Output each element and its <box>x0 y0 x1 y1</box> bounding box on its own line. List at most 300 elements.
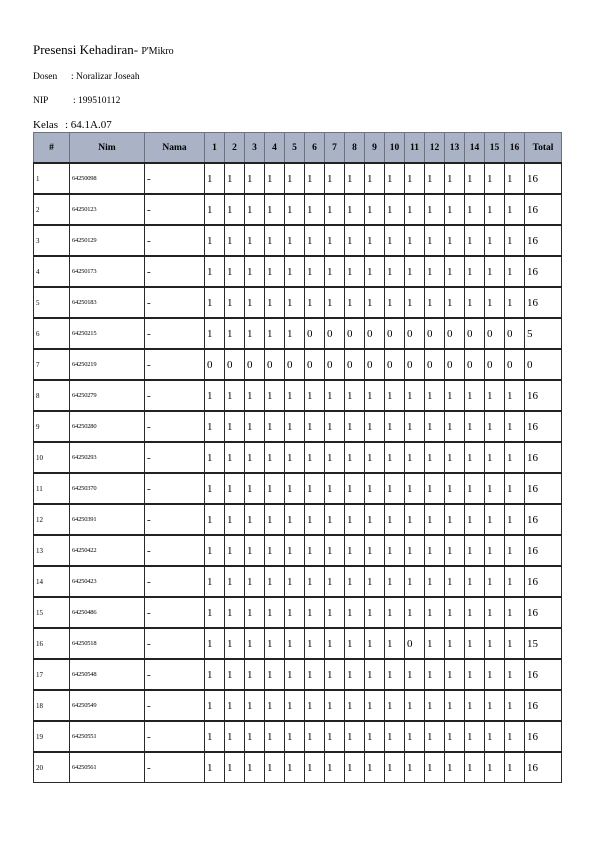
attendance-cell: 1 <box>245 473 265 504</box>
attendance-cell: 1 <box>385 287 405 318</box>
nama-cell: - <box>145 752 205 783</box>
attendance-cell: 1 <box>365 721 385 752</box>
attendance-cell: 1 <box>345 721 365 752</box>
attendance-cell: 1 <box>485 566 505 597</box>
attendance-cell: 1 <box>225 318 245 349</box>
nama-cell: - <box>145 256 205 287</box>
attendance-cell: 1 <box>285 225 305 256</box>
attendance-cell: 1 <box>305 380 325 411</box>
attendance-cell: 1 <box>345 163 365 194</box>
table-row <box>34 349 562 380</box>
page-title <box>33 42 174 58</box>
row-number-cell: 18 <box>34 690 70 721</box>
attendance-cell: 1 <box>225 659 245 690</box>
attendance-cell: 1 <box>225 535 245 566</box>
attendance-cell: 1 <box>485 504 505 535</box>
table-row <box>34 535 562 566</box>
total-cell: 16 <box>525 752 562 783</box>
course-name: P'Mikro <box>141 46 174 57</box>
row-number-cell: 7 <box>34 349 70 380</box>
total-cell: 16 <box>525 287 562 318</box>
attendance-cell: 1 <box>305 752 325 783</box>
attendance-cell: 1 <box>465 597 485 628</box>
attendance-cell: 1 <box>365 628 385 659</box>
attendance-cell: 1 <box>305 628 325 659</box>
attendance-cell: 1 <box>505 597 525 628</box>
attendance-cell: 1 <box>445 628 465 659</box>
row-number-cell: 8 <box>34 380 70 411</box>
attendance-cell: 1 <box>245 225 265 256</box>
attendance-cell: 1 <box>425 535 445 566</box>
attendance-cell: 1 <box>365 659 385 690</box>
attendance-cell: 1 <box>465 628 485 659</box>
nama-cell: - <box>145 442 205 473</box>
attendance-cell: 0 <box>465 349 485 380</box>
attendance-cell: 1 <box>345 225 365 256</box>
attendance-cell: 1 <box>505 473 525 504</box>
attendance-cell: 1 <box>505 163 525 194</box>
total-cell: 16 <box>525 690 562 721</box>
nama-cell: - <box>145 690 205 721</box>
attendance-cell: 1 <box>385 690 405 721</box>
attendance-cell: 1 <box>285 752 305 783</box>
nama-cell: - <box>145 411 205 442</box>
total-cell: 5 <box>525 318 562 349</box>
row-number-cell: 15 <box>34 597 70 628</box>
attendance-cell: 1 <box>505 256 525 287</box>
attendance-cell: 1 <box>425 628 445 659</box>
attendance-cell: 1 <box>365 597 385 628</box>
attendance-cell: 1 <box>205 721 225 752</box>
attendance-cell: 0 <box>425 318 445 349</box>
attendance-cell: 1 <box>365 163 385 194</box>
attendance-cell: 1 <box>485 752 505 783</box>
attendance-cell: 0 <box>385 349 405 380</box>
attendance-cell: 1 <box>265 225 285 256</box>
attendance-cell: 1 <box>285 194 305 225</box>
attendance-cell: 0 <box>245 349 265 380</box>
attendance-cell: 0 <box>465 318 485 349</box>
attendance-cell: 1 <box>225 473 245 504</box>
attendance-cell: 1 <box>345 752 365 783</box>
attendance-cell: 1 <box>305 194 325 225</box>
attendance-cell: 1 <box>225 628 245 659</box>
attendance-cell: 1 <box>305 721 325 752</box>
attendance-cell: 1 <box>485 256 505 287</box>
total-cell: 16 <box>525 380 562 411</box>
attendance-cell: 1 <box>485 194 505 225</box>
attendance-cell: 1 <box>365 566 385 597</box>
attendance-cell: 1 <box>225 163 245 194</box>
attendance-cell: 0 <box>385 318 405 349</box>
attendance-cell: 1 <box>285 659 305 690</box>
nim-cell: 64250422 <box>70 535 145 566</box>
nama-cell: - <box>145 163 205 194</box>
attendance-cell: 1 <box>225 504 245 535</box>
row-number-cell: 3 <box>34 225 70 256</box>
attendance-cell: 1 <box>365 690 385 721</box>
attendance-cell: 1 <box>445 597 465 628</box>
row-number-cell: 19 <box>34 721 70 752</box>
nim-cell: 64250219 <box>70 349 145 380</box>
attendance-cell: 1 <box>285 473 305 504</box>
table-row <box>34 628 562 659</box>
attendance-cell: 1 <box>245 287 265 318</box>
attendance-cell: 1 <box>445 721 465 752</box>
nip-label: NIP <box>33 96 49 106</box>
row-number-cell: 14 <box>34 566 70 597</box>
attendance-cell: 1 <box>405 504 425 535</box>
table-row <box>34 287 562 318</box>
nim-cell: 64250518 <box>70 628 145 659</box>
attendance-cell: 1 <box>265 535 285 566</box>
attendance-cell: 1 <box>245 194 265 225</box>
attendance-cell: 1 <box>305 690 325 721</box>
attendance-cell: 1 <box>325 535 345 566</box>
nip-line <box>33 96 120 106</box>
attendance-cell: 1 <box>365 194 385 225</box>
attendance-cell: 1 <box>425 287 445 318</box>
attendance-cell: 1 <box>345 473 365 504</box>
attendance-cell: 0 <box>425 349 445 380</box>
column-header: 8 <box>345 133 365 164</box>
attendance-cell: 1 <box>465 535 485 566</box>
dosen-value: : Noralizar Joseah <box>71 72 140 82</box>
attendance-cell: 1 <box>285 256 305 287</box>
column-header: 7 <box>325 133 345 164</box>
attendance-cell: 1 <box>405 566 425 597</box>
attendance-cell: 0 <box>505 349 525 380</box>
attendance-cell: 1 <box>305 473 325 504</box>
attendance-cell: 1 <box>485 380 505 411</box>
attendance-cell: 1 <box>345 442 365 473</box>
nama-cell: - <box>145 721 205 752</box>
total-cell: 16 <box>525 194 562 225</box>
attendance-cell: 1 <box>445 256 465 287</box>
nim-cell: 64250548 <box>70 659 145 690</box>
attendance-cell: 1 <box>385 473 405 504</box>
attendance-cell: 1 <box>205 411 225 442</box>
dosen-label: Dosen <box>33 72 58 82</box>
attendance-cell: 1 <box>365 473 385 504</box>
attendance-cell: 1 <box>285 535 305 566</box>
row-number-cell: 13 <box>34 535 70 566</box>
nim-cell: 64250215 <box>70 318 145 349</box>
attendance-cell: 1 <box>385 504 405 535</box>
attendance-cell: 0 <box>345 318 365 349</box>
attendance-cell: 1 <box>305 442 325 473</box>
attendance-cell: 1 <box>305 163 325 194</box>
attendance-cell: 1 <box>505 628 525 659</box>
attendance-cell: 1 <box>285 566 305 597</box>
attendance-cell: 1 <box>305 411 325 442</box>
attendance-cell: 1 <box>425 566 445 597</box>
attendance-cell: 1 <box>485 628 505 659</box>
attendance-cell: 1 <box>205 473 225 504</box>
attendance-cell: 0 <box>365 349 385 380</box>
attendance-cell: 1 <box>505 690 525 721</box>
attendance-cell: 1 <box>425 442 445 473</box>
row-number-cell: 1 <box>34 163 70 194</box>
nim-cell: 64250129 <box>70 225 145 256</box>
total-cell: 16 <box>525 225 562 256</box>
kelas-value: : 64.1A.07 <box>65 119 112 131</box>
total-cell: 16 <box>525 566 562 597</box>
nama-cell: - <box>145 628 205 659</box>
attendance-cell: 1 <box>265 566 285 597</box>
nama-cell: - <box>145 318 205 349</box>
attendance-cell: 1 <box>505 504 525 535</box>
attendance-cell: 1 <box>345 504 365 535</box>
attendance-cell: 0 <box>505 318 525 349</box>
attendance-cell: 1 <box>385 163 405 194</box>
attendance-cell: 1 <box>305 535 325 566</box>
attendance-cell: 1 <box>205 380 225 411</box>
attendance-cell: 1 <box>485 659 505 690</box>
nim-cell: 64250098 <box>70 163 145 194</box>
attendance-cell: 0 <box>325 349 345 380</box>
attendance-cell: 1 <box>245 566 265 597</box>
nim-cell: 64250280 <box>70 411 145 442</box>
attendance-cell: 1 <box>265 504 285 535</box>
column-header: 10 <box>385 133 405 164</box>
table-row <box>34 411 562 442</box>
attendance-cell: 1 <box>225 256 245 287</box>
nim-cell: 64250183 <box>70 287 145 318</box>
attendance-cell: 1 <box>205 163 225 194</box>
nim-cell: 64250391 <box>70 504 145 535</box>
nim-cell: 64250551 <box>70 721 145 752</box>
attendance-cell: 1 <box>225 442 245 473</box>
attendance-cell: 1 <box>465 380 485 411</box>
attendance-cell: 0 <box>225 349 245 380</box>
attendance-cell: 1 <box>205 566 225 597</box>
attendance-cell: 1 <box>405 163 425 194</box>
table-row <box>34 566 562 597</box>
column-header: 1 <box>205 133 225 164</box>
attendance-cell: 0 <box>485 349 505 380</box>
attendance-cell: 1 <box>265 597 285 628</box>
attendance-cell: 1 <box>345 566 365 597</box>
table-row <box>34 690 562 721</box>
attendance-cell: 1 <box>285 442 305 473</box>
attendance-cell: 1 <box>445 566 465 597</box>
table-row <box>34 473 562 504</box>
attendance-cell: 1 <box>405 721 425 752</box>
attendance-cell: 1 <box>485 473 505 504</box>
column-header: 11 <box>405 133 425 164</box>
attendance-cell: 1 <box>285 628 305 659</box>
attendance-cell: 1 <box>505 442 525 473</box>
attendance-cell: 1 <box>365 411 385 442</box>
attendance-cell: 1 <box>465 287 485 318</box>
nama-cell: - <box>145 349 205 380</box>
attendance-cell: 1 <box>405 225 425 256</box>
attendance-cell: 1 <box>205 535 225 566</box>
attendance-cell: 1 <box>505 659 525 690</box>
attendance-cell: 1 <box>245 163 265 194</box>
attendance-cell: 1 <box>285 597 305 628</box>
attendance-cell: 1 <box>445 380 465 411</box>
column-header: 4 <box>265 133 285 164</box>
attendance-cell: 1 <box>425 690 445 721</box>
attendance-cell: 1 <box>405 411 425 442</box>
total-cell: 16 <box>525 659 562 690</box>
attendance-cell: 1 <box>485 721 505 752</box>
nim-cell: 64250561 <box>70 752 145 783</box>
dosen-line <box>33 72 140 82</box>
attendance-cell: 1 <box>445 535 465 566</box>
attendance-cell: 1 <box>365 256 385 287</box>
row-number-cell: 11 <box>34 473 70 504</box>
attendance-cell: 0 <box>345 349 365 380</box>
attendance-cell: 1 <box>425 225 445 256</box>
attendance-cell: 1 <box>425 411 445 442</box>
attendance-cell: 1 <box>265 442 285 473</box>
attendance-cell: 1 <box>205 659 225 690</box>
attendance-cell: 1 <box>305 597 325 628</box>
attendance-cell: 1 <box>205 690 225 721</box>
attendance-cell: 1 <box>345 380 365 411</box>
attendance-cell: 1 <box>405 287 425 318</box>
table-body <box>34 163 562 783</box>
table-row <box>34 504 562 535</box>
attendance-cell: 1 <box>505 566 525 597</box>
attendance-cell: 1 <box>465 690 485 721</box>
attendance-cell: 1 <box>325 721 345 752</box>
nim-cell: 64250486 <box>70 597 145 628</box>
row-number-cell: 10 <box>34 442 70 473</box>
attendance-cell: 1 <box>345 690 365 721</box>
attendance-cell: 1 <box>285 690 305 721</box>
attendance-cell: 1 <box>465 163 485 194</box>
attendance-cell: 1 <box>325 752 345 783</box>
attendance-cell: 0 <box>305 318 325 349</box>
attendance-cell: 1 <box>325 566 345 597</box>
attendance-cell: 1 <box>405 752 425 783</box>
attendance-cell: 1 <box>405 194 425 225</box>
nim-cell: 64250173 <box>70 256 145 287</box>
attendance-cell: 1 <box>445 411 465 442</box>
attendance-cell: 1 <box>485 690 505 721</box>
attendance-cell: 1 <box>345 659 365 690</box>
attendance-cell: 1 <box>365 504 385 535</box>
column-header: Nim <box>70 133 145 164</box>
attendance-cell: 1 <box>405 659 425 690</box>
total-cell: 0 <box>525 349 562 380</box>
nim-cell: 64250123 <box>70 194 145 225</box>
attendance-cell: 1 <box>205 287 225 318</box>
attendance-cell: 1 <box>365 287 385 318</box>
table-row <box>34 256 562 287</box>
attendance-cell: 1 <box>325 442 345 473</box>
attendance-cell: 1 <box>225 380 245 411</box>
total-cell: 16 <box>525 473 562 504</box>
attendance-cell: 1 <box>365 535 385 566</box>
column-header: Nama <box>145 133 205 164</box>
attendance-cell: 1 <box>225 411 245 442</box>
attendance-cell: 1 <box>385 380 405 411</box>
nama-cell: - <box>145 380 205 411</box>
attendance-cell: 1 <box>365 225 385 256</box>
attendance-cell: 1 <box>265 194 285 225</box>
attendance-cell: 1 <box>225 566 245 597</box>
attendance-cell: 1 <box>205 628 225 659</box>
attendance-cell: 0 <box>405 628 425 659</box>
attendance-cell: 1 <box>465 504 485 535</box>
attendance-cell: 1 <box>385 721 405 752</box>
attendance-cell: 1 <box>205 597 225 628</box>
attendance-cell: 1 <box>465 473 485 504</box>
attendance-cell: 1 <box>245 256 265 287</box>
attendance-cell: 1 <box>205 752 225 783</box>
attendance-cell: 1 <box>265 752 285 783</box>
attendance-cell: 1 <box>205 504 225 535</box>
attendance-cell: 1 <box>385 411 405 442</box>
column-header: 13 <box>445 133 465 164</box>
attendance-cell: 1 <box>285 504 305 535</box>
attendance-cell: 1 <box>265 163 285 194</box>
attendance-cell: 1 <box>225 597 245 628</box>
attendance-cell: 1 <box>225 721 245 752</box>
attendance-cell: 1 <box>445 473 465 504</box>
column-header: # <box>34 133 70 164</box>
attendance-cell: 1 <box>285 163 305 194</box>
total-cell: 16 <box>525 442 562 473</box>
attendance-cell: 1 <box>305 504 325 535</box>
attendance-cell: 1 <box>485 225 505 256</box>
attendance-cell: 1 <box>425 256 445 287</box>
attendance-cell: 0 <box>365 318 385 349</box>
attendance-cell: 1 <box>205 225 225 256</box>
total-cell: 15 <box>525 628 562 659</box>
table-row <box>34 225 562 256</box>
attendance-cell: 1 <box>425 380 445 411</box>
row-number-cell: 9 <box>34 411 70 442</box>
attendance-cell: 1 <box>405 597 425 628</box>
total-cell: 16 <box>525 163 562 194</box>
attendance-cell: 1 <box>285 380 305 411</box>
attendance-cell: 1 <box>245 628 265 659</box>
attendance-cell: 1 <box>425 752 445 783</box>
attendance-cell: 1 <box>325 256 345 287</box>
row-number-cell: 6 <box>34 318 70 349</box>
nama-cell: - <box>145 535 205 566</box>
attendance-cell: 0 <box>285 349 305 380</box>
attendance-cell: 0 <box>205 349 225 380</box>
attendance-cell: 1 <box>465 194 485 225</box>
nama-cell: - <box>145 504 205 535</box>
nama-cell: - <box>145 659 205 690</box>
table-row <box>34 442 562 473</box>
attendance-cell: 1 <box>345 287 365 318</box>
nim-cell: 64250423 <box>70 566 145 597</box>
column-header: 15 <box>485 133 505 164</box>
attendance-cell: 1 <box>465 411 485 442</box>
column-header: 2 <box>225 133 245 164</box>
row-number-cell: 2 <box>34 194 70 225</box>
table-header-row <box>34 133 562 164</box>
row-number-cell: 5 <box>34 287 70 318</box>
nama-cell: - <box>145 566 205 597</box>
attendance-cell: 1 <box>245 504 265 535</box>
attendance-cell: 1 <box>285 721 305 752</box>
attendance-cell: 1 <box>305 256 325 287</box>
total-cell: 16 <box>525 411 562 442</box>
attendance-cell: 1 <box>345 535 365 566</box>
attendance-cell: 1 <box>505 535 525 566</box>
kelas-line <box>33 119 112 131</box>
